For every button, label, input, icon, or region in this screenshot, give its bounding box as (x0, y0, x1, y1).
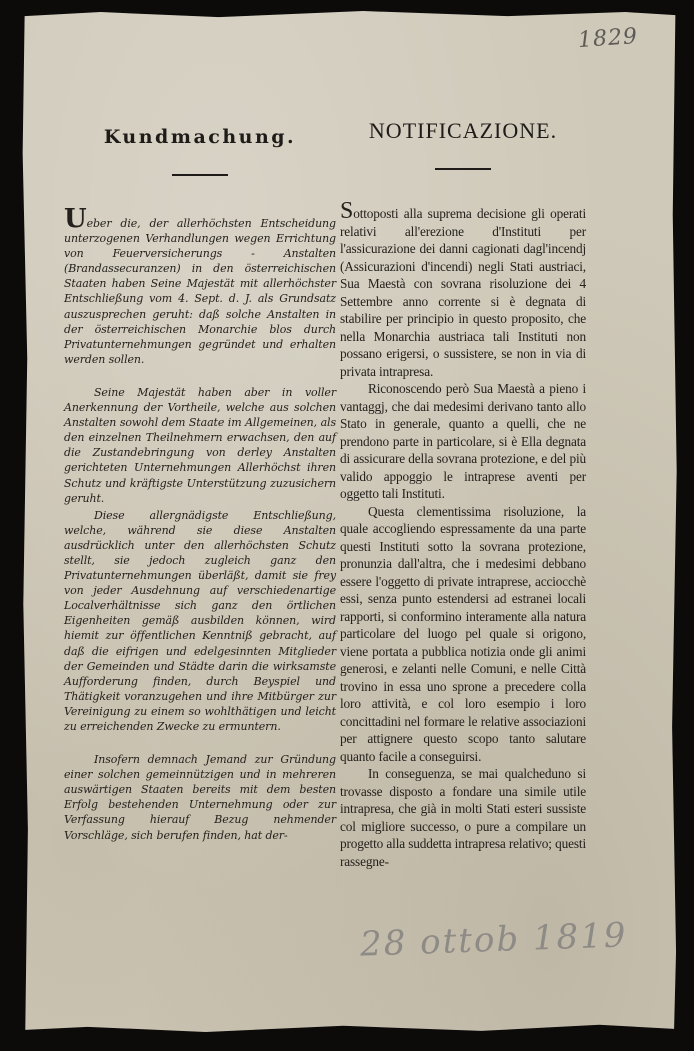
italian-paragraph: Questa clementissima risoluzione, la quale accogliendo espressamente da una parte questi Instituti sotto la sovrana protezione, pronunzia dall'altra, che i medesimi debbano essere l'oggetto di private intraprese, acciocchè essi, senza punto estendersi ad estranei locali rapporti, si conformino interamente alla natura particolare del luogo pel quale si origono, viene portata a pubblica notizia onde gli animi generosi, e zelanti nelle Comuni, e nelle Città trovino in essa uno sprone a precedere colla loro attività, e col loro esempio i loro concittadini nel formare le relative associazioni per attignere questo scopo tanto salutare quanto facile a conseguirsi. (340, 503, 586, 764)
german-title: Kundmachung. (103, 126, 297, 148)
handwritten-date: 28 ottob 1819 (359, 915, 629, 965)
title-rule (172, 174, 228, 176)
italian-title: NOTIFICAZIONE. (368, 118, 558, 143)
italian-paragraph: In conseguenza, se mai qualcheduno si trovasse disposto a fondare una simile utile intrapresa, che già in molti Stati esteri sussiste col migliore successo, o pure a compilare un progetto alla suddetta intrapresa relativo; questi rassegne- (340, 766, 586, 869)
title-rule (435, 168, 491, 170)
german-paragraph (64, 204, 336, 367)
german-column (64, 118, 336, 843)
initial-letter: U (64, 204, 87, 234)
german-paragraph: Insofern demnach Jemand zur Gründung einer solchen gemeinnützigen und in mehreren auswärtigen Staaten bereits mit dem besten Erfolg bestehenden Unternehmung oder zur Verfassung hierauf Bezug nehmender Vorschläge, sich berufen finden, hat der- (64, 753, 336, 842)
italian-paragraph (340, 198, 586, 380)
german-paragraph: Diese allergnädigste Entschließung, welche, während sie diese Anstalten ausdrücklich unter den allerhöchsten Schutz stellt, sie jedoch zugleich ganz den Privatunternehmungen überläßt, damit sie frey von jeder Ausdehnung auf verschiedenartige Localverhältnisse sich ganz den örtlichen Eigenheiten gemäß ausbilden können, wird hiemit zur öffentlichen Kenntniß gebracht, auf daß die eifrigen und edelgesinnten Mitglieder der Gemeinden und Städte darin die wirksamste Aufforderung finden, durch Beyspiel und Thätigkeit voranzugehen und ihre Mitbürger zur Vereinigung zu einem so wohlthätigen und leicht zu erreichenden Zwecke zu ermuntern. (64, 508, 336, 733)
paragraph-text: eber die, der allerhöchsten Entscheidung unterzogenen Verhandlungen wegen Errichtung von Feuerversicherungs - Anstalten (Brandassecuranzen) in den österreichischen Staaten haben Seine Majestät mit allerhöchster Entschließung vom 4. Sept. d. J. als Grundsatz auszusprechen geruht: daß solche Anstalten in der österreichischen Monarchie blos durch Privatunternehmungen gegründet und erhalten werden sollen. (64, 217, 336, 366)
paragraph-text: ottoposti alla suprema decisione gli operati relativi all'erezione d'Instituti per l'assicurazione dei danni cagionati dagl'incendj (Assicurazioni d'incendi) negli Stati austriaci, Sua Maestà con sovrana risoluzione dei 4 Settembre anno corrente si è degnata di stabilire per principio in questo proposito, che nella Monarchia austriaca tali Instituti non possano erigersi, o sussistere, se non in via di privata intrapresa. (340, 206, 586, 379)
italian-paragraph: Riconoscendo però Sua Maestà a pieno i vantaggj, che dai medesimi derivano tanto allo Stato in generale, quanto a quelli, che ne prendono parte in particolare, si è Ella degnata di assicurare della sovrana protezione, e del più valido appoggio le intraprese aventi per oggetto tali Instituti. (340, 381, 586, 501)
handwritten-number: 1829 (577, 23, 639, 54)
initial-letter: S (340, 198, 354, 224)
german-paragraph: Seine Majestät haben aber in voller Anerkennung der Vortheile, welche aus solchen Anstalten sowohl dem Staate im Allgemeinen, als den einzelnen Theilnehmern erwachsen, den auf die Zustandebringung von derley Anstalten gerichteten Unternehmungen Allerhöchst ihren Schutz und kräftigste Unterstützung zuzusichern geruht. (64, 385, 336, 505)
italian-column (340, 118, 586, 870)
